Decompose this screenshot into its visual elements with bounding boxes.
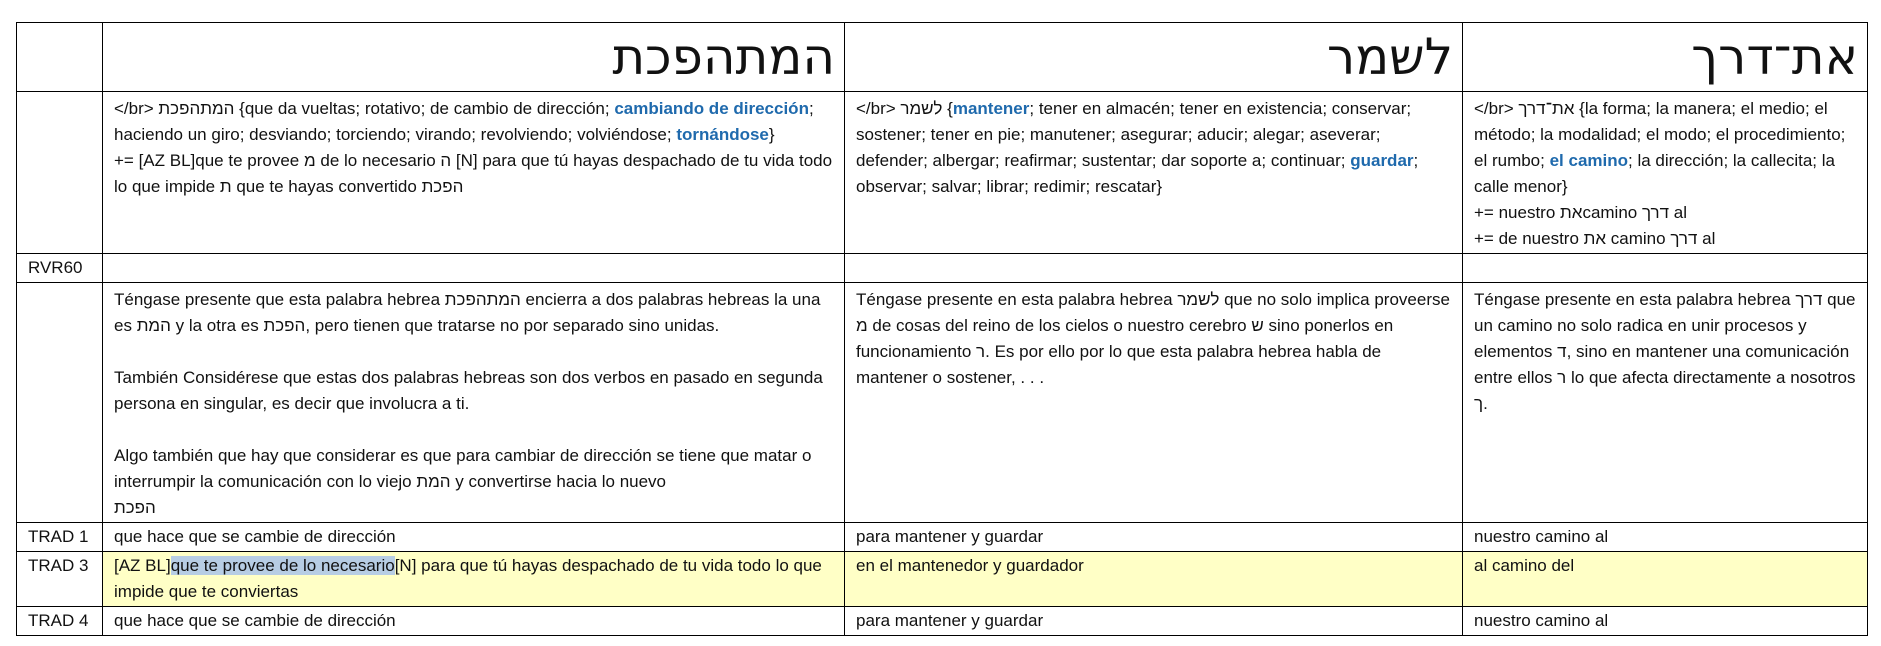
rvr60-row [17, 254, 1868, 283]
note-paragraph: Algo también que hay que considerar es que para cambiar de dirección se tiene que matar o interrumpir la comunicación con lo viejo המת y convertirse hacia lo nuevo [114, 446, 812, 491]
definition-text: ; tener en almacén; tener en existencia; conservar; sostener; tener en pie; manutener; asegurar; aducir; alegar; aseverar; defender; albergar; reafirmar; sustentar; dar soporte a; continuar; [856, 99, 1412, 170]
definition-text: ; observar; salvar; librar; redimir; rescatar} [856, 151, 1419, 196]
definition-cell-1[interactable] [103, 92, 845, 254]
definition-expansion: += de nuestro את camino דרך al [1474, 229, 1716, 248]
trad4-cell-3[interactable]: nuestro camino al [1463, 607, 1868, 636]
hebrew-word-3: את־דרך [1691, 28, 1858, 86]
definition-expansion: += [AZ BL]que te provee מ de lo necesario ה [N] para que tú hayas despachado de tu vida todo lo que impide ת que te hayas convertido הפכת [114, 151, 833, 196]
definition-text: ; haciendo un giro; desviando; torciendo; virando; revolviendo; volviéndose; [114, 99, 814, 144]
note-paragraph: Téngase presente en esta palabra hebrea דרך que un camino no solo radica en unir procesos y elementos ד, sino en mantener una comunicación entre ellos ר lo que afecta directamente a nosotros ך. [1474, 290, 1856, 413]
definition-expansion: += nuestro אתcamino דרך al [1474, 203, 1688, 222]
note-cell-2[interactable] [845, 283, 1463, 523]
trad3-cell-2[interactable]: en el mantenedor y guardador [845, 552, 1463, 607]
definition-text: ; la dirección; la callecita; la calle menor} [1474, 151, 1835, 196]
definition-cell-2[interactable] [845, 92, 1463, 254]
header-cell-1[interactable] [103, 23, 845, 92]
note-paragraph: También Considérese que estas dos palabras hebreas son dos verbos en pasado en segunda persona en singular, es decir que involucra a ti. [114, 368, 823, 413]
note-paragraph: Téngase presente en esta palabra hebrea לשמר que no solo implica proveerse מ de cosas del reino de los cielos o nuestro cerebro ש sino ponerlos en funcionamiento ר. Es por ello por lo que esta palabra hebrea habla de mantener o sostener, . . . [856, 290, 1450, 387]
definition-text: </br> לשמר { [856, 99, 953, 118]
definition-text: </br> את־דרך {la forma; la manera; el medio; el método; la modalidad; el modo; el procedimiento; el rumbo; [1474, 99, 1846, 170]
definition-keyword: mantener [952, 99, 1030, 118]
definitions-row [17, 92, 1868, 254]
notes-row [17, 283, 1868, 523]
rvr60-cell-1[interactable] [103, 254, 845, 283]
hebrew-word-2: לשמר [1326, 28, 1453, 86]
header-cell-3[interactable] [1463, 23, 1868, 92]
trad1-cell-2[interactable]: para mantener y guardar [845, 523, 1463, 552]
trad1-row [17, 523, 1868, 552]
trad3-cell-1[interactable] [103, 552, 845, 607]
label-cell-empty[interactable] [17, 23, 103, 92]
trad1-cell-3[interactable]: nuestro camino al [1463, 523, 1868, 552]
row-label-trad4[interactable]: TRAD 4 [17, 607, 103, 636]
document-page [16, 22, 1868, 636]
note-hebrew-word: הפכת [114, 498, 156, 517]
trad1-cell-1[interactable]: que hace que se cambie de dirección [103, 523, 845, 552]
definition-text: } [768, 125, 775, 144]
trad4-cell-1[interactable]: que hace que se cambie de dirección [103, 607, 845, 636]
note-cell-1[interactable] [103, 283, 845, 523]
trad3-text: [N] para que tú hayas despachado de tu vida todo lo que impide que te conviertas [114, 556, 822, 601]
definition-keyword: tornándose [676, 125, 769, 144]
row-label-rvr60[interactable]: RVR60 [17, 254, 103, 283]
interlinear-table [16, 22, 1868, 636]
text-selection[interactable]: que te provee de lo necesario [170, 556, 395, 575]
hebrew-header-row [17, 23, 1868, 92]
row-label-trad1[interactable]: TRAD 1 [17, 523, 103, 552]
note-cell-3[interactable] [1463, 283, 1868, 523]
header-cell-2[interactable] [845, 23, 1463, 92]
definition-keyword: guardar [1350, 151, 1414, 170]
row-label-trad3[interactable]: TRAD 3 [17, 552, 103, 607]
trad3-row [17, 552, 1868, 607]
hebrew-word-1: המתהפכת [612, 28, 835, 86]
trad3-cell-3[interactable]: al camino del [1463, 552, 1868, 607]
trad4-row [17, 607, 1868, 636]
definition-keyword: cambiando de dirección [614, 99, 809, 118]
note-paragraph: Téngase presente que esta palabra hebrea המתהפכת encierra a dos palabras hebreas la una es המת y la otra es הפכת, pero tienen que tratarse no por separado sino unidas. [114, 290, 821, 335]
definition-text: </br> המתהפכת {que da vueltas; rotativo; de cambio de dirección; [114, 99, 615, 118]
trad4-cell-2[interactable]: para mantener y guardar [845, 607, 1463, 636]
trad3-text: [AZ BL] [114, 556, 171, 575]
definition-keyword: el camino [1549, 151, 1629, 170]
rvr60-cell-2[interactable] [845, 254, 1463, 283]
definition-cell-3[interactable] [1463, 92, 1868, 254]
label-cell-empty[interactable] [17, 92, 103, 254]
rvr60-cell-3[interactable] [1463, 254, 1868, 283]
label-cell-empty[interactable] [17, 283, 103, 523]
